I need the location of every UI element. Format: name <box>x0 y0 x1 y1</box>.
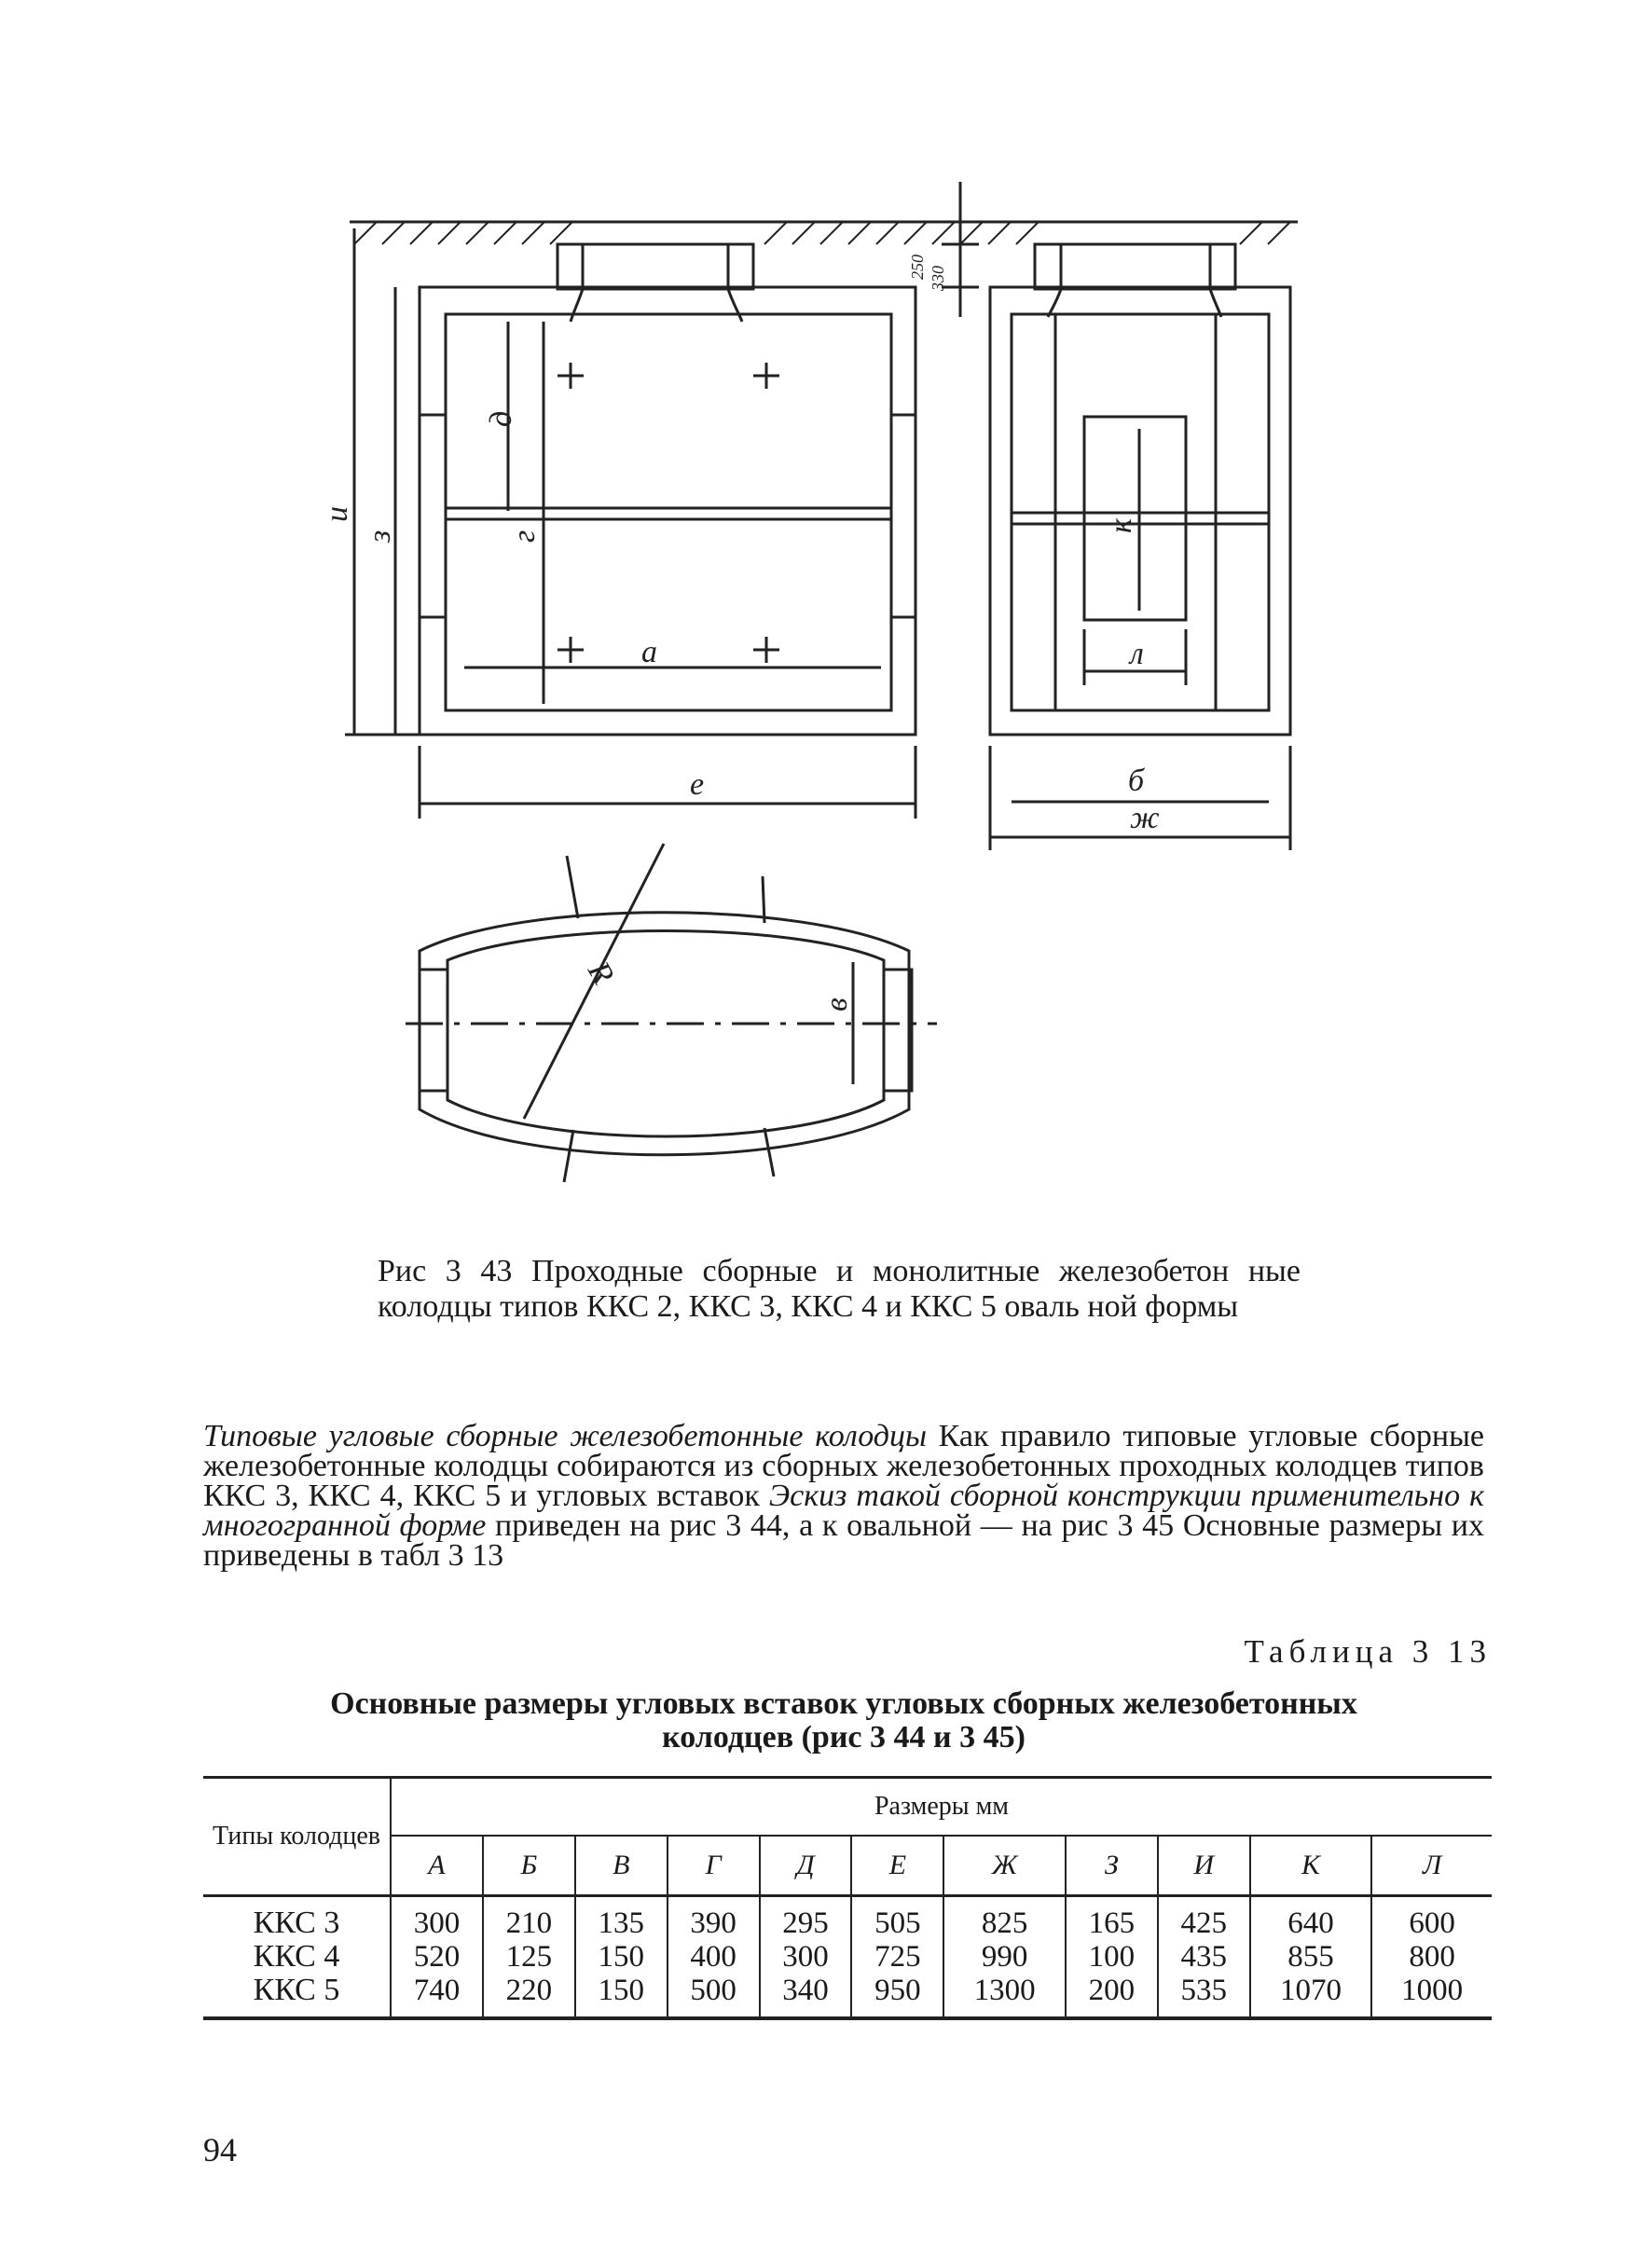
value-cell: 435 <box>1180 1940 1227 1974</box>
value-cell: 1300 <box>973 1974 1036 2007</box>
dim-label-d: д <box>484 410 518 427</box>
paragraph-text-1: Как правило типовые угловые сборные железобетонные колодцы собираются из сборных железобетонных проходных колодцев типов ККС 3, ККС 4, ККС 5 и угловых вставок <box>203 1419 1485 1513</box>
dim-label-250: 250 <box>908 255 927 280</box>
value-column <box>1158 1896 1250 2019</box>
dim-label-v: в <box>819 998 854 1011</box>
type-column <box>203 1896 391 2019</box>
column-header: Л <box>1371 1836 1492 1896</box>
value-cell: 855 <box>1287 1940 1334 1974</box>
value-cell: 520 <box>413 1940 461 1974</box>
value-cell: 390 <box>690 1906 737 1940</box>
paragraph-italic-lead: Типовые угловые сборные железобетонные колодцы <box>203 1419 927 1453</box>
value-cell: 600 <box>1409 1906 1455 1940</box>
column-header: И <box>1158 1836 1250 1896</box>
value-column <box>575 1896 668 2019</box>
value-cell: 1070 <box>1279 1974 1342 2007</box>
table-body-row <box>203 1896 1492 2019</box>
plan-view-oval <box>406 844 937 1182</box>
value-cell: 340 <box>782 1974 829 2007</box>
dim-label-i: и <box>320 506 354 522</box>
value-cell: 300 <box>413 1906 461 1940</box>
value-cell: 125 <box>505 1940 553 1974</box>
value-cell: 800 <box>1409 1940 1455 1974</box>
value-cell: 950 <box>874 1974 921 2007</box>
column-header: Г <box>668 1836 760 1896</box>
paragraph-italic-mid: Эскиз такой сборной конструкции применительно к многогранной форме <box>203 1479 1484 1543</box>
table-title-line-1: Основные размеры угловых вставок угловых сборных железобетонных <box>330 1686 1357 1721</box>
paragraph-text-2: приведен на рис 3 44, а к овальной — на рис 3 45 Основные размеры их приведены в табл 3 13 <box>203 1508 1484 1573</box>
value-column <box>760 1896 852 2019</box>
value-column <box>1371 1896 1492 2019</box>
value-column <box>483 1896 575 2019</box>
dim-label-330: 330 <box>929 266 947 291</box>
table-title-line-2: колодцев (рис 3 44 и 3 45) <box>662 1720 1026 1754</box>
figure-caption: Рис 3 43 Проходные сборные и монолитные железобетон ные колодцы типов ККС 2, ККС 3, ККС 4 и ККС 5 оваль ной формы <box>378 1254 1301 1324</box>
value-cell: 640 <box>1287 1906 1334 1940</box>
value-cell: 825 <box>981 1906 1028 1940</box>
section-view-long <box>345 182 979 819</box>
dim-label-k: к <box>1104 518 1138 533</box>
value-cell: 535 <box>1180 1974 1227 2007</box>
value-cell: 165 <box>1088 1906 1136 1940</box>
column-header: Е <box>851 1836 943 1896</box>
value-cell: 150 <box>598 1940 644 1974</box>
dim-label-a: а <box>641 635 657 669</box>
value-cell: 500 <box>690 1974 737 2007</box>
dim-label-l: л <box>1130 637 1144 671</box>
column-header: А <box>391 1836 483 1896</box>
value-cell: 135 <box>598 1906 644 1940</box>
table-header-sizes: Размеры мм <box>391 1778 1492 1837</box>
dim-label-g: г <box>507 530 542 543</box>
type-cell: ККС 4 <box>253 1939 340 1974</box>
value-cell: 295 <box>782 1906 829 1940</box>
dim-label-b: б <box>1128 764 1145 798</box>
column-header: Д <box>760 1836 852 1896</box>
value-cell: 300 <box>782 1940 829 1974</box>
value-column <box>1250 1896 1372 2019</box>
value-cell: 210 <box>505 1906 553 1940</box>
value-cell: 740 <box>413 1974 461 2007</box>
type-cell: ККС 3 <box>253 1906 340 1940</box>
value-cell: 425 <box>1180 1906 1227 1940</box>
column-header: З <box>1066 1836 1158 1896</box>
value-cell: 725 <box>874 1940 921 1974</box>
column-header: К <box>1250 1836 1372 1896</box>
value-column <box>668 1896 760 2019</box>
value-cell: 100 <box>1088 1940 1136 1974</box>
dim-label-e: е <box>690 767 705 802</box>
value-cell: 200 <box>1088 1974 1136 2007</box>
value-cell: 990 <box>981 1940 1028 1974</box>
table-header-types: Типы колодцев <box>203 1778 391 1896</box>
column-header: В <box>575 1836 668 1896</box>
dim-label-zh: ж <box>1130 801 1160 835</box>
value-column <box>1066 1896 1158 2019</box>
dimensions-table <box>203 1776 1492 2020</box>
dimensions-table-container <box>203 1776 1492 2020</box>
table-label: Таблица 3 13 <box>1244 1633 1492 1670</box>
value-cell: 505 <box>874 1906 921 1940</box>
value-column <box>943 1896 1066 2019</box>
value-column <box>851 1896 943 2019</box>
dim-label-z: з <box>363 530 397 543</box>
value-cell: 150 <box>598 1974 644 2007</box>
type-cell: ККС 5 <box>253 1973 340 2007</box>
value-cell: 1000 <box>1401 1974 1464 2007</box>
value-cell: 400 <box>690 1940 737 1974</box>
table-title <box>203 1687 1484 1754</box>
dim-label-r: R <box>581 956 621 990</box>
value-column <box>391 1896 483 2019</box>
page-number: 94 <box>203 2131 237 2168</box>
column-header: Ж <box>943 1836 1066 1896</box>
section-view-cross <box>990 244 1290 850</box>
ground-hatching <box>354 222 1290 244</box>
value-cell: 220 <box>505 1974 553 2007</box>
body-paragraph <box>203 1419 1485 1573</box>
column-header: Б <box>483 1836 575 1896</box>
